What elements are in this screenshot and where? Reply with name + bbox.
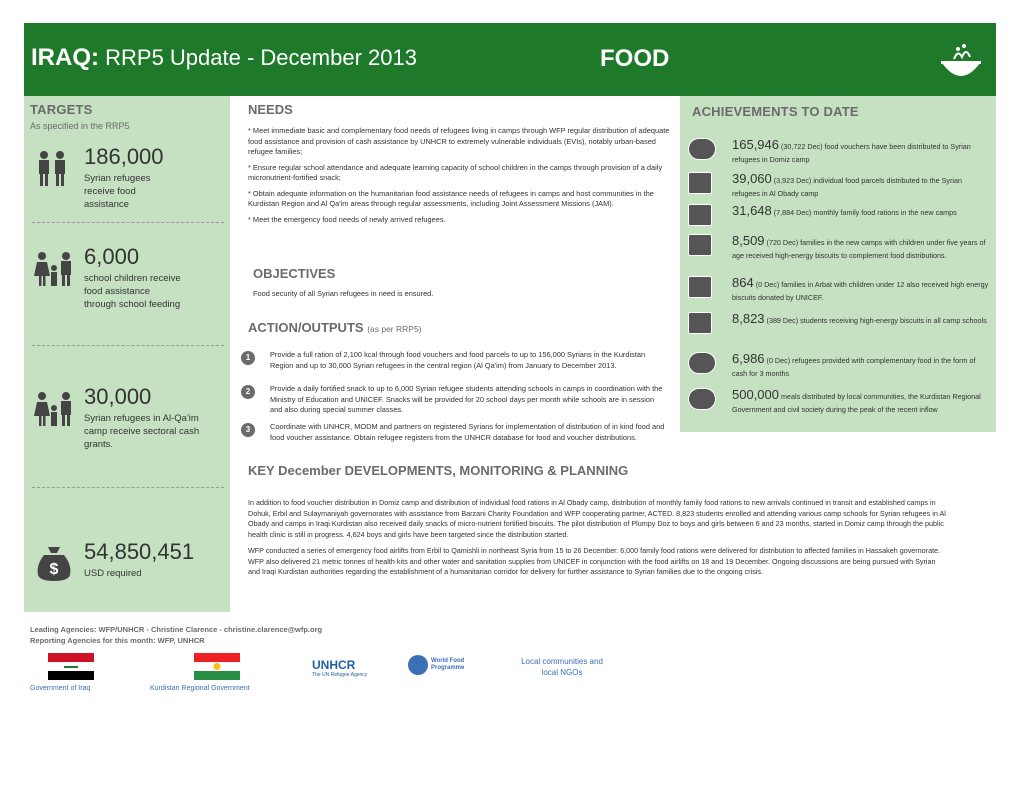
objectives-text: Food security of all Syrian refugees in need is ensured. — [253, 289, 434, 298]
kurdistan-flag-icon — [194, 653, 240, 680]
target-label: Syrian refugees receive food assistance — [84, 173, 151, 210]
targets-subheading: As specified in the RRP5 — [30, 121, 130, 131]
achievement-text: 8,823 (389 Dec) students receiving high-energy biscuits in all camp schools — [732, 311, 987, 326]
target-number: 186,000 — [84, 144, 164, 169]
action-number: 1 — [241, 351, 255, 365]
wfp-logo — [408, 655, 468, 679]
family-icon — [34, 248, 74, 288]
achievement-item — [686, 388, 992, 428]
krg-label: Kurdistan Regional Government — [150, 685, 250, 692]
achievements-panel — [680, 96, 996, 432]
footer — [30, 624, 670, 646]
action-item — [240, 350, 660, 382]
gov-iraq-label: Government of Iraq — [30, 685, 91, 692]
action-text: Coordinate with UNHCR, MODM and partners on registered Syrians for implementation of distribution of in kind food and food voucher assistance. Obtain refugee registers from the UNHCR database for food and voucher distributions. — [270, 422, 665, 442]
achievement-item — [686, 312, 992, 340]
food-bowl-icon — [936, 39, 986, 84]
iraq-flag-icon — [48, 653, 94, 680]
achievement-item — [686, 234, 992, 274]
achievement-text: 500,000 meals distributed by local communities, the Kurdistan Regional Government and civil society during the peak of the recent inflow — [732, 387, 981, 414]
achievement-item — [686, 276, 992, 304]
needs-item: * Meet the emergency food needs of newly arrived refugees. — [248, 214, 446, 224]
actions-heading-note: (as per RRP5) — [367, 324, 422, 334]
parcel-icon — [688, 204, 712, 226]
update-title: RRP5 Update - December 2013 — [105, 45, 417, 70]
achievement-text: 8,509 (720 Dec) families in the new camps with children under five years of age received high-energy biscuits to complement food distributions. — [732, 233, 986, 260]
developments-paragraph: WFP conducted a series of emergency food airlifts from Erbil to Qamishli in northeast Syria from 15 to 26 December. 6,000 family food rations were delivered for distribution to affected families in Hassakeh governorate. WFP also delivered 21 metric tonnes of health kits and other water and sanitation supplies from UNICEF in conjunction with the food airlifts on 18 and 19 December. Ongoing discussions are being pursued with Syrian and Iraqi Kurdistan authorities regarding the establishment of a humanitarian corridor for delivery for further assistance to Syrian families due to the ongoing crisis. — [248, 546, 941, 576]
local-partners-label: Local communities and local NGOs — [521, 657, 603, 677]
needs-item: * Obtain adequate information on the humanitarian food assistance needs of refugees in camps and host communities in the Kurdistan Region and Al Qa'im areas through regular assessments, including Joint Assessment Missions (JAM). — [248, 188, 654, 208]
voucher-icon — [688, 138, 716, 160]
target-item — [30, 384, 226, 454]
wfp-emblem-icon — [408, 655, 428, 675]
target-number: 30,000 — [84, 384, 152, 409]
unhcr-tagline: The UN Refugee Agency — [312, 672, 368, 678]
cash-icon — [688, 352, 716, 374]
divider — [32, 345, 224, 346]
biscuit-icon — [688, 276, 712, 298]
wfp-label: World Food Programme — [431, 658, 465, 671]
developments-section — [248, 463, 948, 578]
meal-icon — [688, 388, 716, 410]
target-item — [30, 244, 226, 324]
divider — [32, 487, 224, 488]
achievement-text: 6,986 (0 Dec) refugees provided with complementary food in the form of cash for 3 months — [732, 351, 976, 378]
funding-item — [30, 539, 226, 589]
target-item — [30, 144, 226, 214]
achievement-item — [686, 204, 992, 232]
unhcr-logo: UNHCR The UN Refugee Agency — [312, 658, 368, 678]
country-name: IRAQ: — [31, 44, 99, 71]
funding-number: 54,850,451 — [84, 539, 195, 564]
achievement-item — [686, 138, 992, 168]
header-bar — [24, 23, 996, 96]
actions-list — [240, 350, 678, 460]
actions-heading: ACTION/OUTPUTS (as per RRP5) — [248, 320, 422, 335]
action-item — [240, 384, 663, 416]
family-icon — [34, 388, 74, 428]
action-item — [240, 422, 665, 454]
developments-heading: KEY December DEVELOPMENTS, MONITORING & PLANNING — [248, 463, 629, 478]
needs-heading: NEEDS — [248, 102, 293, 117]
achievement-item — [686, 172, 992, 200]
parcel-icon — [688, 172, 712, 194]
achievement-item — [686, 352, 992, 380]
biscuit-icon — [688, 312, 712, 334]
money-bag-icon — [34, 543, 74, 583]
developments-paragraph: In addition to food voucher distribution in Domiz camp and distribution of individual food rations in Al Obady camp, distribution of monthly family food rations to new arrivals continued in transit and established camps in Dohuk, Erbil and Sulaymaniyah governorates with assistance from Barzani Charity Foundation and WFP cooperating partner, ACTED. 8,823 students enrolled and attending various camp schools for Syrian refugees in Al Obady and camps in Iraqi Kurdistan also received daily snacks of micro-nutrient fortified biscuits. The pilot distribution of Plumpy Doz to boys and girls between 6 and 23 months, started in Domiz camp through the public health clinic is still in progress. 4,624 boys and girls have been targeted since the distribution started. — [248, 498, 946, 539]
reporting-agencies: Reporting Agencies for this month: WFP, UNHCR — [30, 636, 205, 645]
needs-item: * Meet immediate basic and complementary food needs of refugees living in camps through WFP regular distribution of adequate food assistance and provision of cash assistance by UNHCR to extremely vulnerable individuals (EVIs), notably urban-based refugee families; — [248, 126, 670, 156]
target-number: 6,000 — [84, 244, 140, 269]
lead-agencies: Leading Agencies: WFP/UNHCR - Christine Clarence - christine.clarence@wfp.org — [30, 625, 323, 634]
target-label: Syrian refugees in Al-Qa'im camp receive sectoral cash grants. — [84, 413, 200, 450]
achievements-heading: ACHIEVEMENTS TO DATE — [692, 104, 859, 119]
action-text: Provide a full ration of 2,100 kcal through food vouchers and food parcels to up to 156,000 Syrians in the Kurdistan Region and up to 30,000 Syrian refugees in the central region (Al Qa'im) from January to December 2013. — [270, 350, 646, 370]
targets-panel — [24, 96, 230, 612]
action-text: Provide a daily fortified snack to up to 6,000 Syrian refugee students attending schools in camps in coordination with the Ministry of Education and UNICEF. Snacks will be provided for 20 school days per month while schools are in session and also during special summer classes. — [270, 384, 663, 414]
divider — [32, 222, 224, 223]
needs-item: * Ensure regular school attendance and adequate learning capacity of school children in the camps through provision of a daily micronutrient-fortified snack; — [248, 162, 663, 182]
action-number: 2 — [241, 385, 255, 399]
action-number: 3 — [241, 423, 255, 437]
funding-label: USD required — [84, 568, 142, 579]
target-label: school children receive food assistance through school feeding — [84, 273, 181, 310]
svg-text:$: $ — [49, 561, 59, 578]
achievement-text: 165,946 (30,722 Dec) food vouchers have been distributed to Syrian refugees in Domiz camp — [732, 137, 971, 164]
achievement-text: 39,060 (3,923 Dec) individual food parcels distributed to the Syrian refugees in Al Obady camp — [732, 171, 962, 198]
biscuit-icon — [688, 234, 712, 256]
refugees-icon — [34, 148, 74, 188]
targets-heading: TARGETS — [30, 102, 93, 117]
achievement-text: 864 (0 Dec) families in Arbat with children under 12 also received high energy biscuits donated by UNICEF. — [732, 275, 989, 302]
needs-list — [248, 126, 673, 225]
page-title — [31, 44, 417, 72]
sector-title: FOOD — [600, 45, 670, 72]
objectives-heading: OBJECTIVES — [253, 266, 336, 281]
achievement-text: 31,648 (7,884 Dec) monthly family food rations in the new camps — [732, 203, 957, 218]
